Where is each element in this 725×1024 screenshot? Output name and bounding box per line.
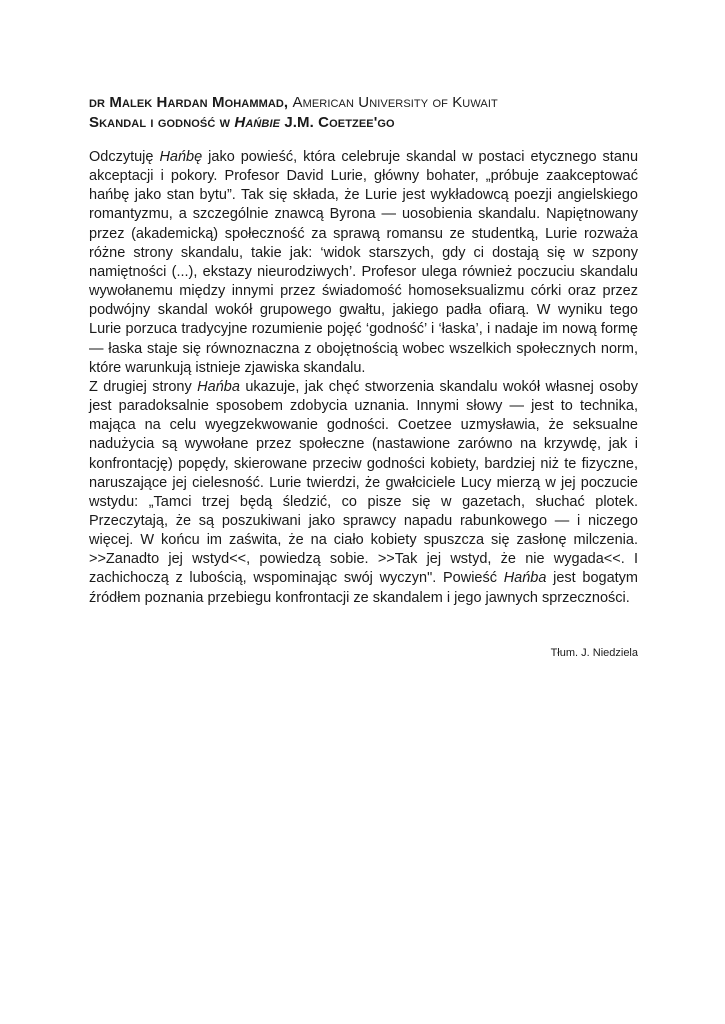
translator-credit: Tłum. J. Niedziela bbox=[550, 647, 638, 659]
title-text-pre: Skandal i godność w bbox=[89, 114, 235, 131]
paragraph-2-text-c: jest bogatym źródłem poznania przebiegu konfrontacji ze skandalem i jego jawnych sprzeczności. bbox=[89, 570, 638, 606]
author-affiliation: American University of Kuwait bbox=[292, 94, 498, 111]
title-text-post: J.M. Coetzee'go bbox=[280, 114, 395, 131]
paragraph-2-text-b: ukazuje, jak chęć stworzenia skandalu wokół własnej osoby jest paradoksalnie sposobem zdobycia uznania. Innymi słowy — jest to technika, mająca na celu wyegzekwowanie godności. Coetzee uzmysławia, że seksualne nadużycia są wywołane przez społeczne (nastawione zarówno na krzywdę, jak i konfrontację) popędy, skierowane przeciw godności kobiety, bardziej niż te fizyczne, naruszające jej cielesność. Lurie twierdzi, że gwałciciele Lucy mierzą w jej poczucie wstydu: „Tamci trzej będą śledzić, co pisze się w gazetach, słuchać plotek. Przeczytają, że są poszukiwani jako sprawcy napadu rabunkowego — i niczego więcej. W końcu im zaświta, że na ciało kobiety spuszcza się zasłonę milczenia. >>Zanadto jej wstyd<<, powiedzą sobie. >>Tak jej wstyd, że nie wygada<<. I zachichoczą z lubością, wspominając swój wyczyn". Powieść bbox=[89, 378, 638, 587]
paragraph-1-text-b: jako powieść, która celebruje skandal w postaci etycznego stanu akceptacji i pokory. Profesor David Lurie, główny bohater, „próbuje zaakceptować hańbę jako stan bytu”. Tak się składa, że Lurie jest wykładowcą poezji angielskiego romantyzmu, a szczególnie znawcą Byrona — uosobienia skandalu. Napiętnowany przez (akademicką) społeczność za sprawą romansu ze studentką, Lurie rozważa różne strony skandalu, takie jak: ‘widok starszych, gdy ci dostają się w szpony namiętności (...), ekstazy nieurodziwych’. Profesor ulega również poczuciu skandalu wywołanemu między innymi przez świadomość homoseksualizmu córki oraz przez podwójny skandal wokół grupowego gwałtu, jakiego padła ofiarą. W wyniku tego Lurie porzuca tradycyjne rozumienie pojęć ‘godność’ i ‘łaska’, i nadaje im nową formę — łaska staje się równoznaczna z obojętnością wobec wszelkich społecznych norm, które warunkują istnieje zjawiska skandalu. bbox=[89, 149, 639, 376]
author-name: dr Malek Hardan Mohammad, bbox=[89, 94, 289, 111]
paragraph-1-italic-title: Hańbę bbox=[159, 149, 203, 165]
article-title bbox=[89, 113, 649, 133]
title-text-italic: Hańbie bbox=[234, 114, 281, 131]
author-line bbox=[89, 93, 649, 113]
paragraph-1 bbox=[89, 148, 638, 378]
article-body bbox=[89, 148, 638, 608]
paragraph-2-text-a: Z drugiej strony bbox=[89, 378, 198, 395]
paragraph-2-italic-title-b: Hańba bbox=[503, 570, 547, 587]
paragraph-1-text-a: Odczytuję bbox=[89, 149, 160, 165]
paragraph-2 bbox=[89, 378, 638, 608]
article-header bbox=[89, 93, 649, 133]
paragraph-2-italic-title-a: Hańba bbox=[197, 378, 240, 395]
